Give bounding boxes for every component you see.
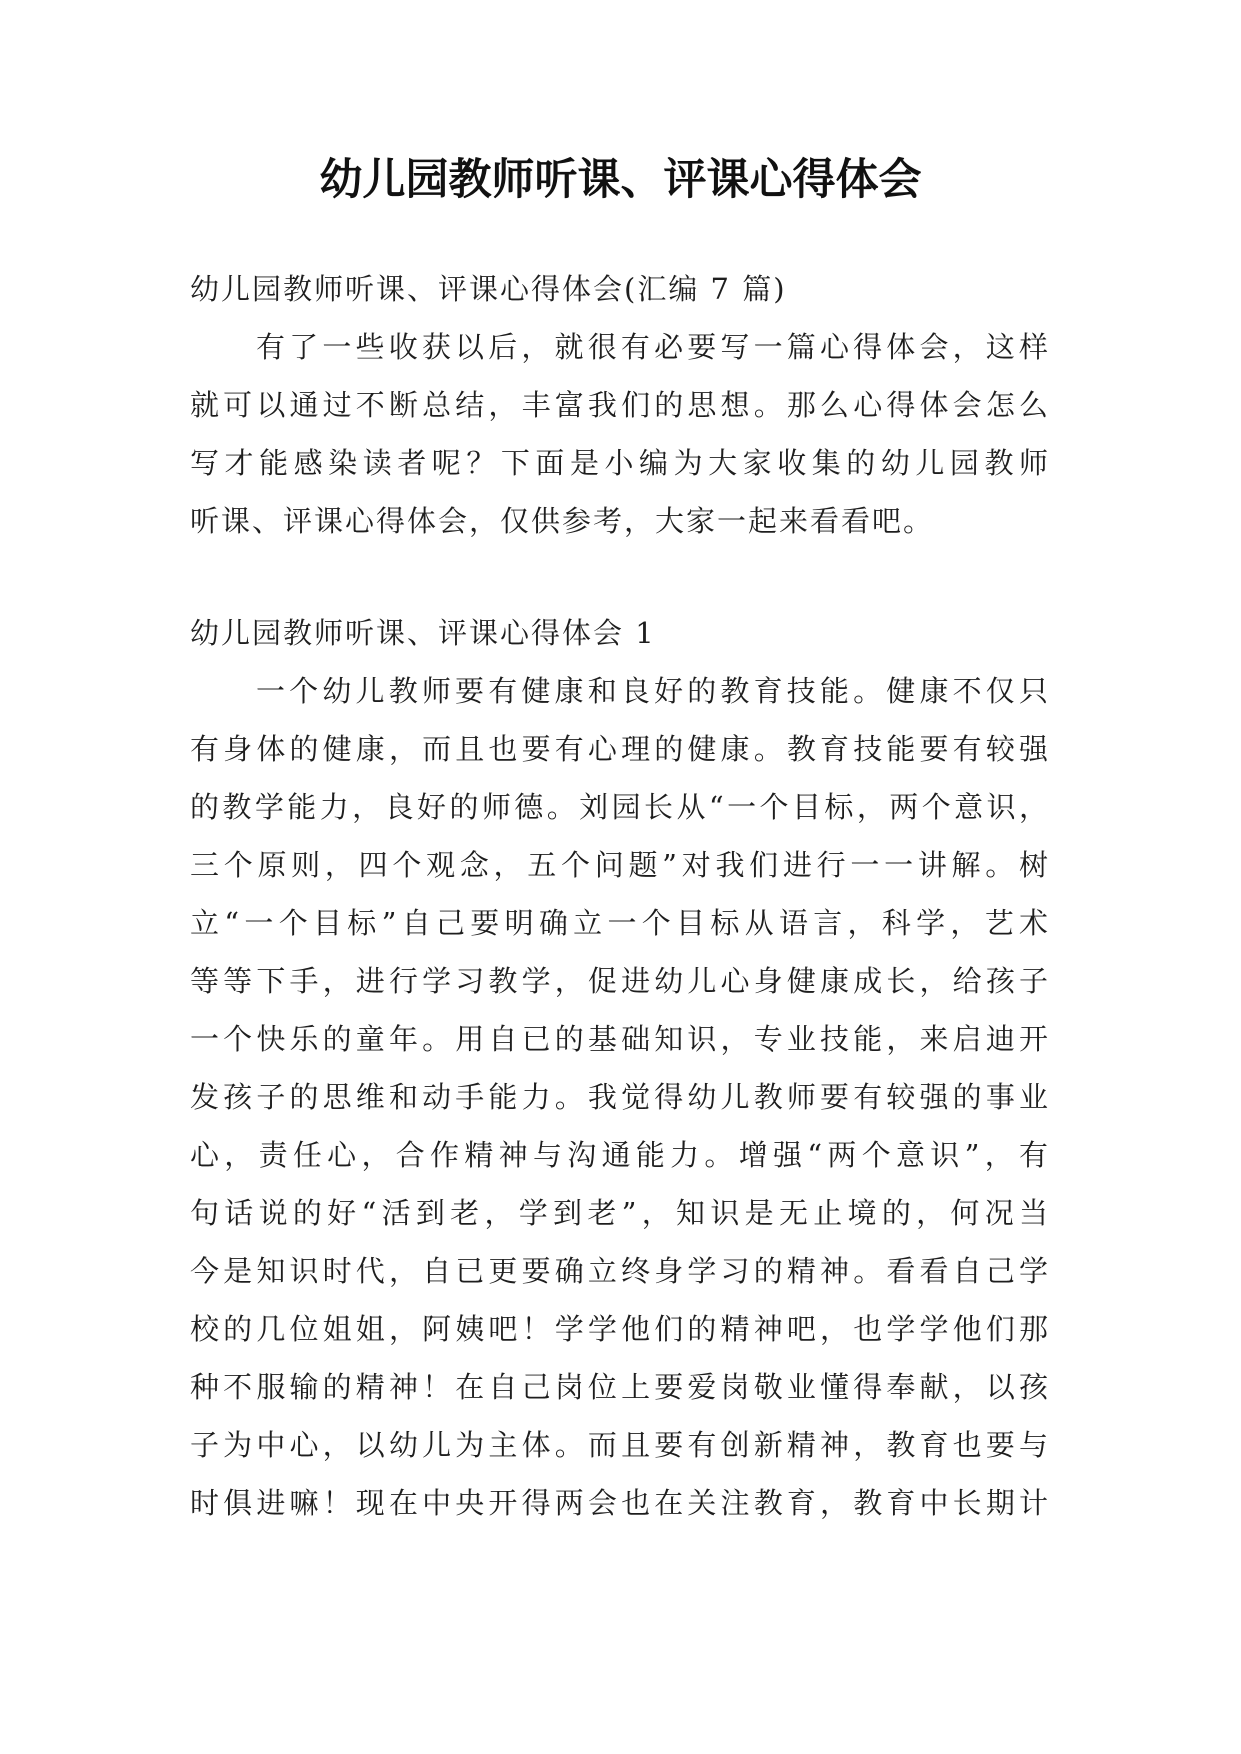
paragraph-spacer: [190, 550, 1050, 604]
document-body: [190, 260, 1050, 1532]
body-line: 校的几位姐姐，阿姨吧！学学他们的精神吧，也学学他们那: [190, 1312, 1050, 1346]
document-title: 幼儿园教师听课、评课心得体会: [319, 155, 922, 205]
document-subtitle: 幼儿园教师听课、评课心得体会(汇编 7 篇): [190, 272, 787, 306]
body-line: 一个幼儿教师要有健康和良好的教育技能。健康不仅只: [256, 674, 1050, 708]
intro-line: 就可以通过不断总结，丰富我们的思想。那么心得体会怎么: [190, 388, 1050, 422]
intro-line: 写才能感染读者呢？下面是小编为大家收集的幼儿园教师: [190, 446, 1050, 480]
intro-paragraph: [190, 318, 1050, 550]
body-line: 发孩子的思维和动手能力。我觉得幼儿教师要有较强的事业: [190, 1080, 1050, 1114]
section-heading: 幼儿园教师听课、评课心得体会 1: [190, 616, 656, 650]
body-line: 今是知识时代，自已更要确立终身学习的精神。看看自己学: [190, 1254, 1050, 1288]
body-line: 有身体的健康，而且也要有心理的健康。教育技能要有较强: [190, 732, 1050, 766]
body-line: 立“一个目标”自己要明确立一个目标从语言，科学，艺术: [190, 906, 1050, 940]
body-line: 句话说的好“活到老，学到老”，知识是无止境的，何况当: [190, 1196, 1050, 1230]
body-line: 子为中心，以幼儿为主体。而且要有创新精神，教育也要与: [190, 1428, 1050, 1462]
section-paragraph: [190, 662, 1050, 1532]
body-line: 心，责任心，合作精神与沟通能力。增强“两个意识”，有: [190, 1138, 1050, 1172]
intro-line: 有了一些收获以后，就很有必要写一篇心得体会，这样: [256, 330, 1050, 364]
body-line: 等等下手，进行学习教学，促进幼儿心身健康成长，给孩子: [190, 964, 1050, 998]
body-line: 时俱进嘛！现在中央开得两会也在关注教育，教育中长期计: [190, 1486, 1050, 1520]
body-line: 的教学能力，良好的师德。刘园长从“一个目标，两个意识，: [190, 790, 1050, 824]
body-line: 一个快乐的童年。用自已的基础知识，专业技能，来启迪开: [190, 1022, 1050, 1056]
intro-line: 听课、评课心得体会，仅供参考，大家一起来看看吧。: [190, 504, 935, 538]
body-line: 种不服输的精神！在自己岗位上要爱岗敬业懂得奉献，以孩: [190, 1370, 1050, 1404]
body-line: 三个原则，四个观念，五个问题”对我们进行一一讲解。树: [190, 848, 1050, 882]
